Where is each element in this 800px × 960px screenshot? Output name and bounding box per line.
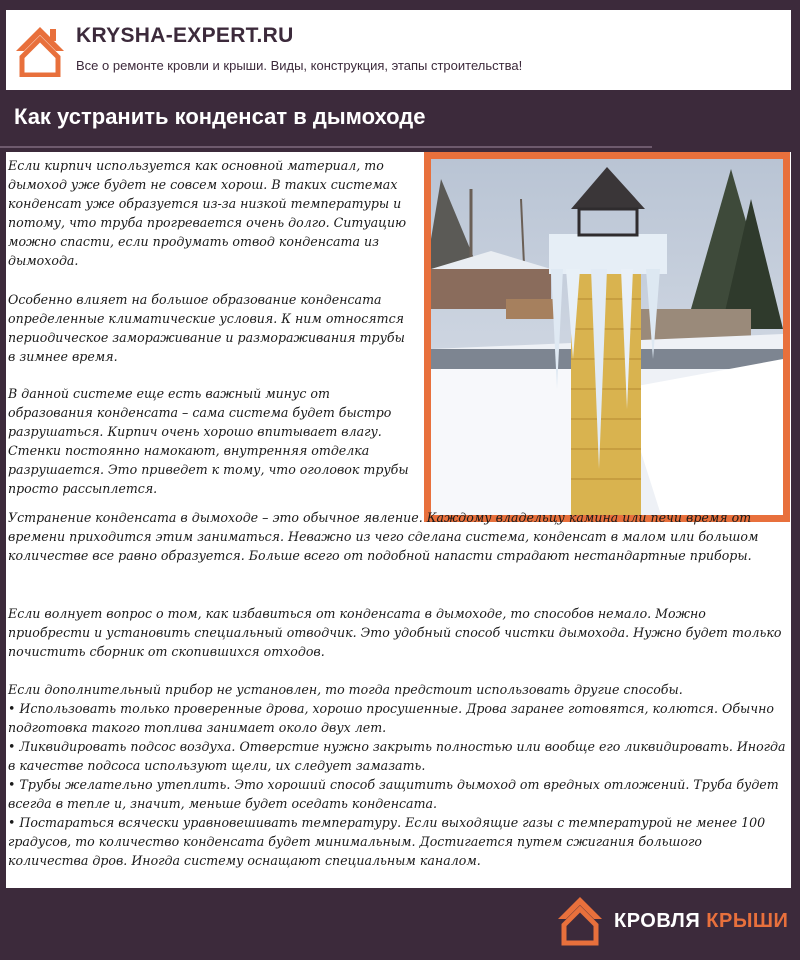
- title-bar: [0, 94, 652, 148]
- page-title: Как устранить конденсат в дымоходе: [14, 104, 426, 129]
- paragraph-4: Устранение конденсата в дымоходе – это обычное явление. Каждому владельцу камина или печи время от времени приходится этим заниматься. Неважно из чего сделана система, конденсат в малом или большом количестве все равно образуется. Больше всего от подобной напасти страдают нестандартные приборы.: [8, 510, 759, 563]
- footer-brand[interactable]: [614, 910, 788, 933]
- site-header: [6, 10, 791, 90]
- paragraph-2: Особенно влияет на большое образование конденсата определенные климатические условия. К ним относятся периодическое замораживание и размораживания трубы в зимнее время.: [8, 292, 405, 364]
- house-logo-icon[interactable]: [14, 25, 66, 77]
- site-name[interactable]: KRYSHA-EXPERT.RU: [76, 24, 294, 47]
- site-tagline: Все о ремонте кровли и крыши. Виды, конструкция, этапы строительства!: [76, 58, 523, 73]
- paragraph-1: Если кирпич используется как основной материал, то дымоход уже будет не совсем хорош. В таких системах конденсат уже образуется из-за низкой температуры и потому, что труба прогревается очень долго. Ситуацию можно спасти, если продумать отвод конденсата из дымохода.: [8, 158, 407, 268]
- chimney-photo: [424, 152, 790, 522]
- paragraph-3: В данной системе еще есть важный минус от образования конденсата – сама система будет быстро разрушаться. Кирпич очень хорошо впитывает влагу. Стенки постоянно намокают, внутренняя отделка разрушается. Это приведет к тому, что оголовок трубы просто рассыплется.: [8, 386, 409, 496]
- article-body: [6, 152, 791, 888]
- footer-brand-part2: КРЫШИ: [706, 910, 789, 932]
- chimney-winter-image: [431, 159, 783, 515]
- footer-brand-part1: КРОВЛЯ: [614, 910, 701, 932]
- paragraph-5: Если волнует вопрос о том, как избавиться от конденсата в дымоходе, то способов немало. Можно приобрести и установить специальный отводчик. Это удобный способ чистки дымохода. Нужно будет только почистить сборник от скопившихся отходов.: [8, 606, 782, 659]
- footer-house-logo-icon[interactable]: [556, 895, 604, 947]
- paragraph-6-list: Если дополнительный прибор не установлен, то тогда предстоит использовать другие способы. • Использовать только проверенные дрова, хорошо просушенные. Дрова заранее готовятся, колются. Обычно подготовка такого топлива занимает около двух лет. • Ликвидировать подсос воздуха. Отверстие нужно закрыть полностью или вообще его ликвидировать. Иногда в качестве подсоса используют щели, их следует замазать. • Трубы желательно утеплить. Это хороший способ защитить дымоход от вредных отложений. Труба будет всегда в тепле и, значит, меньше будет оседать конденсата. • Постараться всячески уравновешивать температуру. Если выходящие газы с температурой не менее 100 градусов, то количество конденсата будет минимальным. Достигается путем сжигания большого количества дров. Иногда систему оснащают специальным каналом.: [8, 682, 786, 868]
